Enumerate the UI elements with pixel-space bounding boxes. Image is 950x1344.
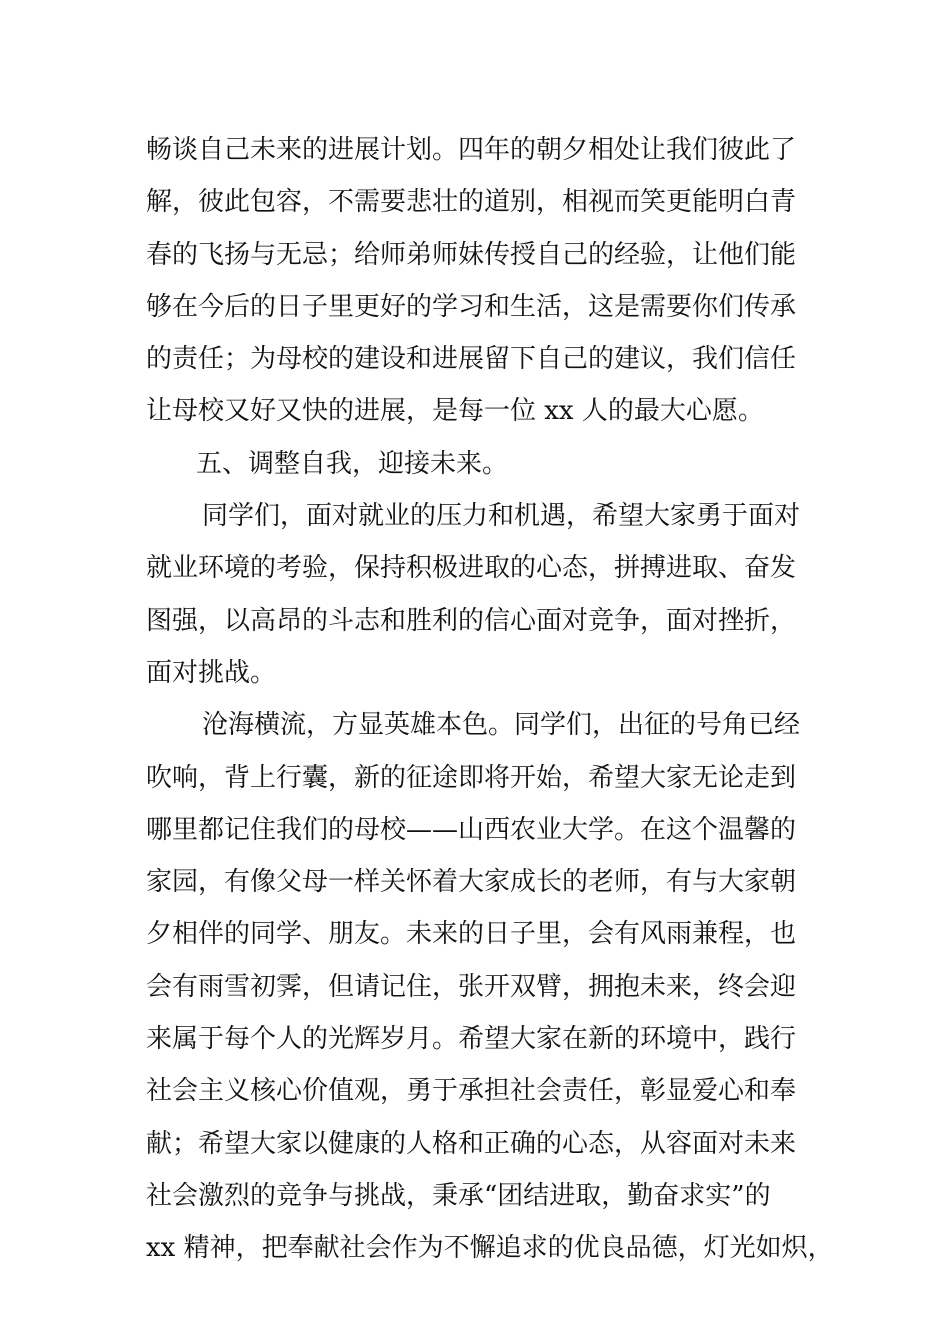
text-line: 家园，有像父母一样关怀着大家成长的老师，有与大家朝 <box>146 867 797 898</box>
text-line: 吹响，背上行囊，新的征途即将开始，希望大家无论走到 <box>146 762 797 793</box>
text-line: 就业环境的考验，保持积极进取的心态，拼搏进取、奋发 <box>146 553 797 584</box>
text-line: 让母校又好又快的进展，是每一位 xx 人的最大心愿。 <box>146 396 764 427</box>
text-line: xx 精神，把奉献社会作为不懈追求的优良品德，灯光如炽， <box>146 1233 834 1264</box>
text-line: 够在今后的日子里更好的学习和生活，这是需要你们传承 <box>146 291 797 322</box>
text-line: 面对挑战。 <box>146 657 277 688</box>
text-line: 解，彼此包容，不需要悲壮的道别，相视而笑更能明白青 <box>146 187 797 218</box>
text-line: 的责任；为母校的建设和进展留下自己的建议，我们信任 <box>146 344 797 375</box>
text-line: 图强，以高昂的斗志和胜利的信心面对竞争，面对挫折， <box>146 605 797 636</box>
section-heading: 五、调整自我，迎接未来。 <box>196 448 509 479</box>
text-line: 哪里都记住我们的母校——山西农业大学。在这个温馨的 <box>146 814 797 845</box>
text-line: 夕相伴的同学、朋友。未来的日子里，会有风雨兼程，也 <box>146 919 797 950</box>
text-line: 畅谈自己未来的进展计划。四年的朝夕相处让我们彼此了 <box>146 135 797 165</box>
text-line: 献；希望大家以健康的人格和正确的心态，从容面对未来 <box>146 1128 797 1159</box>
text-line: 同学们，面对就业的压力和机遇，希望大家勇于面对 <box>202 501 801 532</box>
text-line: 会有雨雪初霁，但请记住，张开双臂，拥抱未来，终会迎 <box>146 971 797 1002</box>
document-body <box>146 124 836 1275</box>
text-line: 社会激烈的竞争与挑战，秉承“团结进取，勤奋求实”的 <box>146 1180 771 1211</box>
text-line: 春的飞扬与无忌；给师弟师妹传授自己的经验，让他们能 <box>146 239 797 270</box>
text-line: 社会主义核心价值观，勇于承担社会责任，彰显爱心和奉 <box>146 1076 797 1107</box>
text-line: 来属于每个人的光辉岁月。希望大家在新的环境中，践行 <box>146 1024 797 1055</box>
text-line: 沧海横流，方显英雄本色。同学们，出征的号角已经 <box>202 710 801 741</box>
